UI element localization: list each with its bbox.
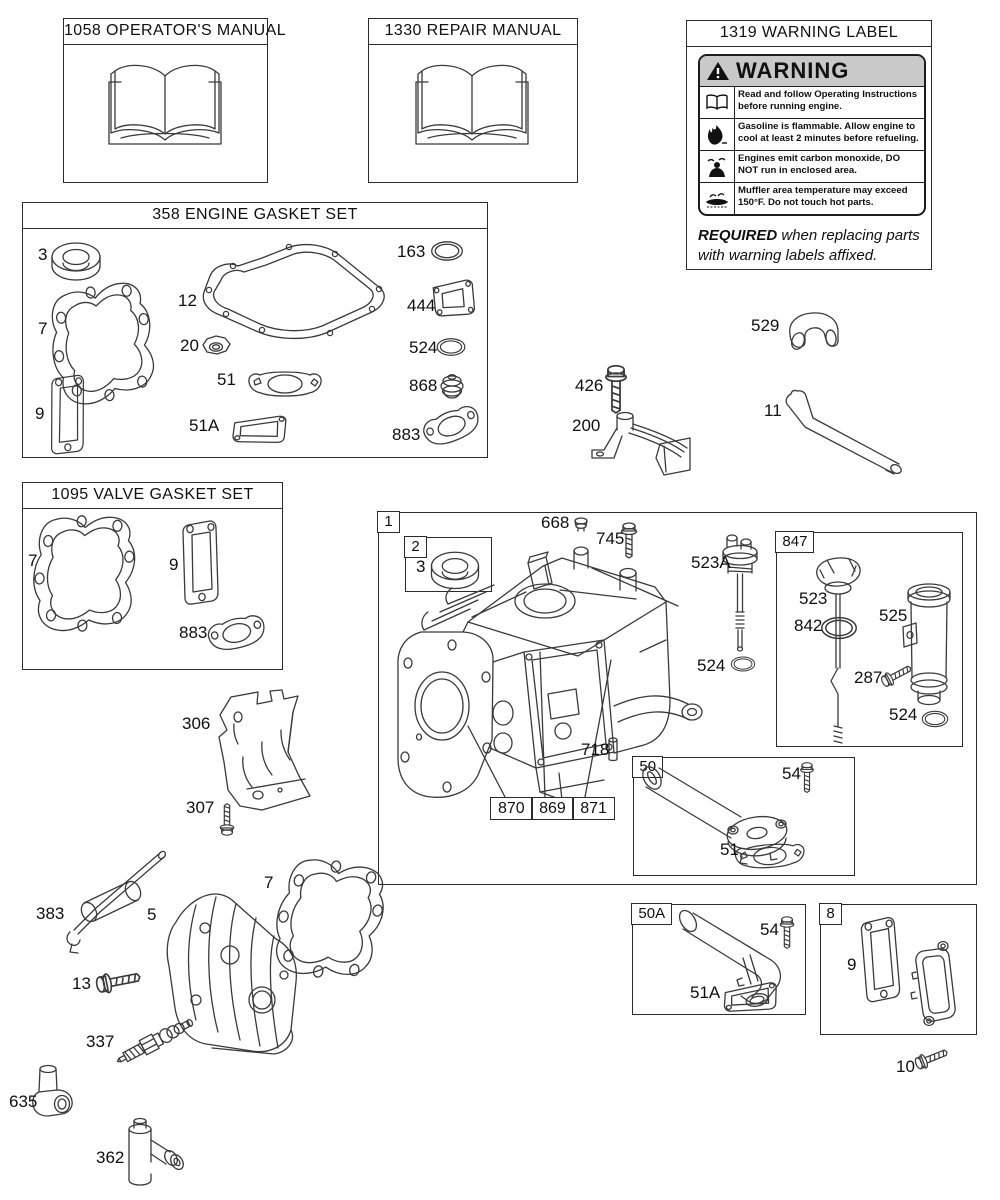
- operators-manual-box: [63, 18, 287, 183]
- part-label-524-assembly: 524: [697, 656, 726, 675]
- warning-row-text: Read and follow Operating Instructions before running engine.: [738, 89, 918, 112]
- part-label-7-engine-set: 7: [38, 319, 48, 338]
- muffler-box: [633, 757, 855, 876]
- warning-label-title: 1319 WARNING LABEL: [687, 21, 931, 47]
- part-label-306: 306: [182, 714, 211, 733]
- heat-shield-306-drawing: [219, 690, 310, 810]
- head-gasket-7-loose-drawing: [265, 850, 392, 990]
- part-label-529: 529: [751, 316, 780, 335]
- part-label-362: 362: [96, 1148, 125, 1167]
- warning-row-text: Gasoline is flammable. Allow engine to cool at least 2 minutes before refueling.: [738, 121, 919, 144]
- seal-sub-box-id: 2: [404, 536, 426, 558]
- part-label-5: 5: [147, 905, 157, 924]
- elbow-529-drawing: [789, 313, 838, 351]
- valve-cover-box: [820, 904, 977, 1035]
- part-label-444: 444: [407, 296, 436, 315]
- warning-footer-text: when replacing parts with warning labels affixed.: [698, 227, 920, 264]
- spark-plug-boot-635-drawing: [33, 1066, 72, 1117]
- part-label-883-engine-set: 883: [392, 425, 421, 444]
- part-label-523: 523: [799, 589, 828, 608]
- part-label-51A-engine-set: 51A: [189, 416, 220, 435]
- part-label-10: 10: [896, 1057, 915, 1076]
- muffler-alt-box-id: 50A: [631, 903, 672, 925]
- warning-row: [700, 87, 924, 119]
- bolt-13-drawing: [95, 968, 142, 995]
- fitting-362-drawing: [129, 1119, 186, 1186]
- part-label-287: 287: [854, 668, 883, 687]
- warning-row: [700, 119, 924, 151]
- part-label-9-valve-set: 9: [169, 555, 179, 574]
- ref-cell-870: 870: [490, 797, 533, 820]
- operators-manual-title: 1058 OPERATOR'S MANUAL: [64, 19, 267, 45]
- part-label-11: 11: [764, 401, 782, 420]
- screw-307-drawing: [220, 804, 234, 836]
- part-label-635: 635: [9, 1092, 38, 1111]
- warning-footer-bold: REQUIRED: [698, 227, 778, 244]
- warning-triangle-icon: [706, 61, 730, 81]
- part-label-20: 20: [180, 336, 199, 355]
- open-book-icon: [700, 87, 735, 118]
- valve-gasket-set-box: [22, 482, 283, 670]
- part-label-54-muffler-alt: 54: [760, 920, 779, 939]
- part-label-51-muffler: 51: [720, 840, 739, 859]
- spark-plug-337-drawing: [114, 1015, 196, 1069]
- valve-gasket-set-title: 1095 VALVE GASKET SET: [23, 483, 282, 509]
- warning-banner-text: WARNING: [736, 58, 850, 83]
- repair-manual-box: [368, 18, 578, 183]
- engine-gasket-set-box: [22, 202, 488, 458]
- part-label-524-oil-fill: 524: [889, 705, 918, 724]
- part-label-9-engine-set: 9: [35, 404, 45, 423]
- part-label-7-valve-set: 7: [28, 551, 38, 570]
- warning-row-text: Engines emit carbon monoxide, DO NOT run in enclosed area.: [738, 153, 901, 176]
- part-label-523A: 523A: [691, 553, 731, 572]
- part-label-337: 337: [86, 1032, 115, 1051]
- repair-manual-title: 1330 REPAIR MANUAL: [369, 19, 577, 45]
- part-label-426: 426: [575, 376, 604, 395]
- cylinder-head-5-drawing: [167, 894, 296, 1054]
- carbon-monoxide-icon: [700, 151, 735, 182]
- part-label-51A-muffler-alt: 51A: [690, 983, 721, 1002]
- oil-fill-box-id: 847: [775, 531, 814, 553]
- part-label-842: 842: [794, 616, 823, 635]
- part-label-745: 745: [596, 529, 625, 548]
- part-label-3-engine-set: 3: [38, 245, 48, 264]
- bracket-200-drawing: [592, 413, 690, 476]
- part-label-307: 307: [186, 798, 215, 817]
- part-label-383: 383: [36, 904, 65, 923]
- warning-row-text: Muffler area temperature may exceed 150°F. Do not touch hot parts.: [738, 185, 908, 208]
- part-label-13: 13: [72, 974, 91, 993]
- rod-11-drawing: [786, 390, 903, 475]
- crankcase-ref-table: [490, 797, 615, 820]
- engine-gasket-set-title: 358 ENGINE GASKET SET: [23, 203, 487, 229]
- part-label-51-engine-set: 51: [217, 370, 236, 389]
- part-label-718: 718: [581, 740, 610, 759]
- part-label-668: 668: [541, 513, 570, 532]
- part-label-12: 12: [178, 291, 197, 310]
- warning-footer: [698, 226, 926, 266]
- oil-fill-box: [776, 532, 963, 747]
- part-label-9-cover: 9: [847, 955, 857, 974]
- screw-10-drawing: [913, 1045, 949, 1071]
- part-label-868: 868: [409, 376, 438, 395]
- muffler-box-id: 50: [632, 756, 663, 778]
- part-label-525: 525: [879, 606, 908, 625]
- ref-cell-871: 871: [572, 797, 615, 820]
- hot-surface-icon: [700, 183, 735, 214]
- part-label-883-valve-set: 883: [179, 623, 208, 642]
- part-label-163: 163: [397, 242, 426, 261]
- part-label-54-muffler: 54: [782, 764, 801, 783]
- part-label-524-engine-set: 524: [409, 338, 438, 357]
- ref-cell-869: 869: [531, 797, 574, 820]
- warning-label: [698, 54, 926, 216]
- warning-row: [700, 183, 924, 214]
- assembly-box-id: 1: [377, 511, 399, 533]
- spark-plug-wrench-383-drawing: [67, 850, 167, 953]
- warning-row: [700, 151, 924, 183]
- warning-banner: [700, 56, 924, 87]
- screw-426-drawing: [606, 366, 626, 413]
- part-label-3-assembly: 3: [416, 557, 426, 576]
- flame-icon: [700, 119, 735, 150]
- part-label-7-loose: 7: [264, 873, 274, 892]
- valve-cover-box-id: 8: [819, 903, 841, 925]
- part-label-200: 200: [572, 416, 601, 435]
